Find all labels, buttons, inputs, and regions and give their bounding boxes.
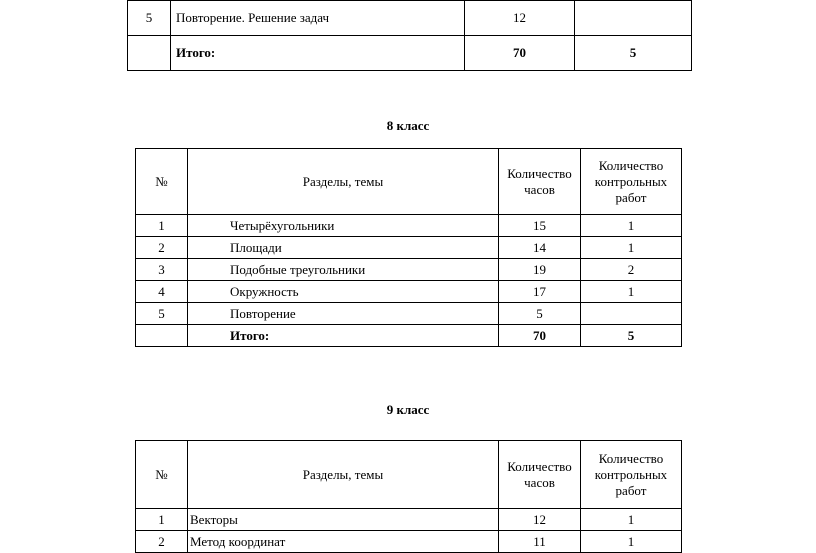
header-tests: Количество контрольных работ <box>581 441 682 509</box>
row-tests: 1 <box>581 281 682 303</box>
grade8-heading: 8 класс <box>386 118 430 133</box>
total-label: Итого: <box>188 325 499 347</box>
row-topic: Четырёхугольники <box>188 215 499 237</box>
total-tests: 5 <box>575 36 692 71</box>
table-row <box>136 215 682 237</box>
table-row <box>136 303 682 325</box>
grade7-table <box>127 0 692 71</box>
row-topic: Подобные треугольники <box>188 259 499 281</box>
total-row <box>128 36 692 71</box>
grade9-heading: 9 класс <box>386 402 430 417</box>
total-row <box>136 325 682 347</box>
row-number: 5 <box>128 1 171 36</box>
row-hours: 19 <box>499 259 581 281</box>
row-hours: 14 <box>499 237 581 259</box>
header-tests: Количество контрольных работ <box>581 149 682 215</box>
header-hours: Количество часов <box>499 149 581 215</box>
row-tests <box>575 1 692 36</box>
total-hours: 70 <box>465 36 575 71</box>
row-hours: 12 <box>499 509 581 531</box>
row-tests: 1 <box>581 237 682 259</box>
row-number: 1 <box>136 215 188 237</box>
table-row <box>136 281 682 303</box>
table-row <box>136 259 682 281</box>
header-topic: Разделы, темы <box>188 149 499 215</box>
grade9-table <box>135 440 682 553</box>
table-header <box>136 441 682 509</box>
row-hours: 5 <box>499 303 581 325</box>
row-tests <box>581 303 682 325</box>
table-row <box>136 509 682 531</box>
table-header <box>136 149 682 215</box>
header-hours: Количество часов <box>499 441 581 509</box>
header-number: № <box>136 149 188 215</box>
row-number: 2 <box>136 531 188 553</box>
row-hours: 15 <box>499 215 581 237</box>
row-tests: 1 <box>581 509 682 531</box>
header-number: № <box>136 441 188 509</box>
row-tests: 1 <box>581 215 682 237</box>
row-number: 4 <box>136 281 188 303</box>
grade8-table <box>135 148 682 347</box>
row-tests: 1 <box>581 531 682 553</box>
row-number: 1 <box>136 509 188 531</box>
table-row <box>128 1 692 36</box>
row-hours: 17 <box>499 281 581 303</box>
row-topic: Окружность <box>188 281 499 303</box>
total-label: Итого: <box>171 36 465 71</box>
row-number: 3 <box>136 259 188 281</box>
row-hours: 11 <box>499 531 581 553</box>
row-topic: Метод координат <box>188 531 499 553</box>
row-tests: 2 <box>581 259 682 281</box>
table-row <box>136 531 682 553</box>
row-topic: Повторение. Решение задач <box>171 1 465 36</box>
row-topic: Площади <box>188 237 499 259</box>
row-number: 2 <box>136 237 188 259</box>
row-number: 5 <box>136 303 188 325</box>
row-hours: 12 <box>465 1 575 36</box>
row-topic: Повторение <box>188 303 499 325</box>
row-topic: Векторы <box>188 509 499 531</box>
header-topic: Разделы, темы <box>188 441 499 509</box>
total-hours: 70 <box>499 325 581 347</box>
table-row <box>136 237 682 259</box>
total-tests: 5 <box>581 325 682 347</box>
